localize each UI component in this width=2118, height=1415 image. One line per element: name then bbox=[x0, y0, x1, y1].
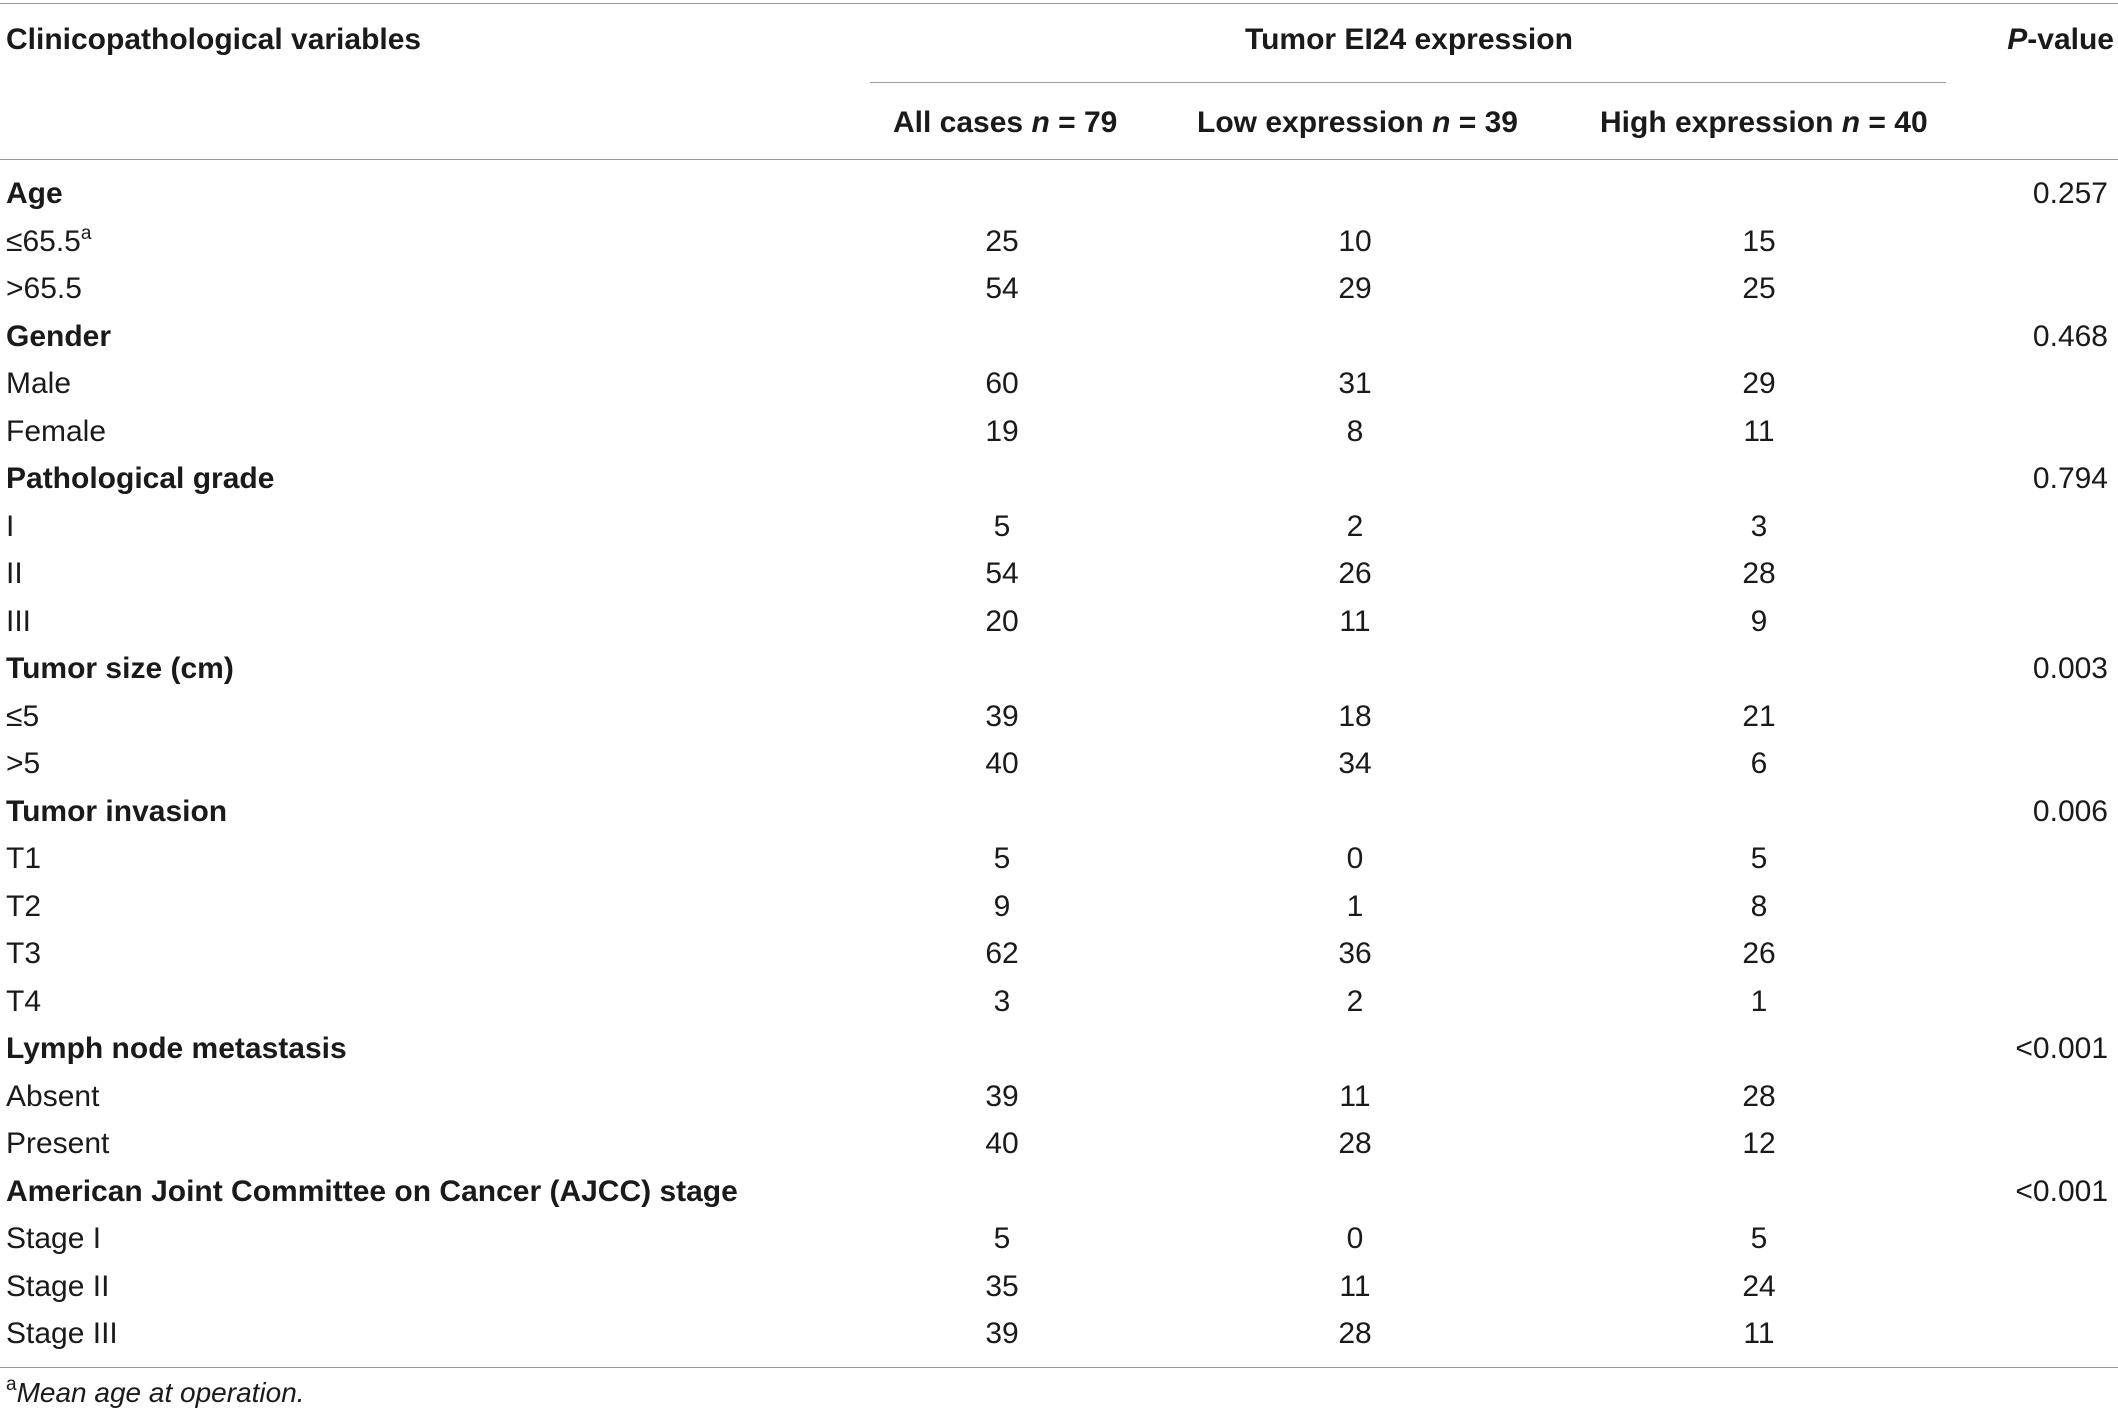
table-bottom-rule bbox=[0, 1367, 2118, 1368]
cell-high-expression: 26 bbox=[1742, 937, 1776, 970]
row-label-text: ≤5 bbox=[6, 699, 40, 733]
cell-low-expression: 28 bbox=[1338, 1127, 1372, 1160]
row-label-text: T1 bbox=[6, 842, 42, 875]
row-label bbox=[6, 408, 106, 456]
cell-high-expression: 25 bbox=[1742, 272, 1776, 305]
row-label-text: Lymph node metastasis bbox=[6, 1032, 347, 1065]
table-row bbox=[0, 265, 2118, 313]
cell-high-expression: 11 bbox=[1743, 1317, 1775, 1350]
cell-all-cases: 62 bbox=[985, 937, 1019, 970]
header-pvalue bbox=[2007, 20, 2114, 60]
cell-low-expression: 2 bbox=[1346, 984, 1364, 1018]
cell-all-cases: 40 bbox=[985, 1127, 1019, 1160]
cell-high-expression: 1 bbox=[1750, 984, 1768, 1018]
row-label-text: Gender bbox=[6, 319, 112, 353]
cell-low-expression: 0 bbox=[1346, 842, 1364, 875]
cell-high-expression: 5 bbox=[1750, 1222, 1768, 1255]
row-label bbox=[6, 1120, 109, 1168]
table-row bbox=[0, 1073, 2118, 1121]
cell-all-cases: 60 bbox=[985, 367, 1019, 400]
row-label-text: III bbox=[6, 604, 32, 638]
header-bottom-rule bbox=[0, 159, 2118, 160]
header-low-label: Low expression bbox=[1197, 106, 1424, 139]
cell-low-expression: 34 bbox=[1338, 747, 1372, 780]
cell-high-expression: 15 bbox=[1742, 224, 1776, 258]
cell-low-expression: 0 bbox=[1346, 1222, 1364, 1255]
cell-low-expression: 18 bbox=[1338, 699, 1372, 733]
row-label-text: I bbox=[6, 509, 15, 543]
section-label bbox=[6, 1168, 738, 1216]
cell-pvalue: 0.468 bbox=[2032, 319, 2108, 353]
cell-pvalue: <0.001 bbox=[2015, 1032, 2108, 1065]
section-row bbox=[0, 313, 2118, 361]
cell-low-expression: 29 bbox=[1338, 272, 1372, 305]
table-row bbox=[0, 598, 2118, 646]
row-label-text: >5 bbox=[6, 747, 41, 780]
footnote-marker: a bbox=[6, 1374, 17, 1395]
table-row bbox=[0, 835, 2118, 883]
row-label-text: II bbox=[6, 557, 23, 590]
cell-low-expression: 31 bbox=[1338, 367, 1372, 400]
row-label bbox=[6, 883, 41, 931]
row-label-text: Present bbox=[6, 1127, 110, 1160]
section-label bbox=[6, 788, 227, 836]
table-top-rule bbox=[0, 3, 2118, 4]
cell-all-cases: 5 bbox=[993, 1222, 1011, 1255]
section-row bbox=[0, 1025, 2118, 1073]
table-row bbox=[0, 930, 2118, 978]
cell-high-expression: 29 bbox=[1742, 367, 1776, 400]
row-label bbox=[6, 360, 71, 408]
cell-low-expression: 28 bbox=[1338, 1317, 1372, 1350]
row-label-text: Female bbox=[6, 414, 107, 448]
cell-all-cases: 39 bbox=[985, 699, 1019, 733]
header-group-underline bbox=[870, 82, 1946, 83]
section-label bbox=[6, 645, 234, 693]
row-label-text: T2 bbox=[6, 889, 42, 923]
row-label bbox=[6, 550, 23, 598]
header-low-expression bbox=[1197, 103, 1518, 143]
row-label bbox=[6, 503, 14, 551]
table-row bbox=[0, 1263, 2118, 1311]
cell-all-cases: 35 bbox=[985, 1269, 1019, 1303]
cell-pvalue: <0.001 bbox=[2015, 1174, 2108, 1208]
cell-all-cases: 25 bbox=[985, 224, 1019, 258]
header-all-cases bbox=[893, 103, 1117, 143]
row-label-text: Stage II bbox=[6, 1269, 110, 1303]
row-label-text: Absent bbox=[6, 1079, 100, 1113]
cell-high-expression: 3 bbox=[1750, 509, 1768, 543]
row-label bbox=[6, 1073, 99, 1121]
footnote-ref: a bbox=[80, 222, 92, 244]
row-label-text: Age bbox=[6, 177, 63, 210]
cell-low-expression: 11 bbox=[1339, 1269, 1371, 1303]
row-label-text: T3 bbox=[6, 937, 42, 970]
table-row bbox=[0, 978, 2118, 1026]
table-row bbox=[0, 550, 2118, 598]
section-row bbox=[0, 1168, 2118, 1216]
header-group-title: Tumor EI24 expression bbox=[1245, 23, 1573, 56]
cell-all-cases: 5 bbox=[993, 842, 1011, 875]
cell-all-cases: 5 bbox=[993, 509, 1011, 543]
footnote bbox=[6, 1375, 305, 1411]
cell-low-expression: 11 bbox=[1339, 1079, 1371, 1113]
cell-pvalue: 0.003 bbox=[2032, 652, 2108, 685]
row-label bbox=[6, 1310, 118, 1358]
row-label-text: T4 bbox=[6, 984, 42, 1018]
table-row bbox=[0, 1215, 2118, 1263]
cell-low-expression: 8 bbox=[1346, 414, 1364, 448]
row-label-text: Male bbox=[6, 367, 72, 400]
section-label bbox=[6, 1025, 347, 1073]
table-row bbox=[0, 1120, 2118, 1168]
row-label bbox=[6, 265, 82, 313]
row-label bbox=[6, 218, 91, 266]
section-label bbox=[6, 170, 63, 218]
header-low-n: n bbox=[1432, 106, 1451, 139]
row-label bbox=[6, 598, 31, 646]
cell-all-cases: 19 bbox=[985, 414, 1019, 448]
cell-low-expression: 11 bbox=[1339, 604, 1371, 638]
header-all-label: All cases bbox=[893, 106, 1024, 139]
cell-low-expression: 2 bbox=[1346, 509, 1364, 543]
cell-high-expression: 9 bbox=[1750, 604, 1768, 638]
table-row bbox=[0, 693, 2118, 741]
section-row bbox=[0, 788, 2118, 836]
header-variables: Clinicopathological variables bbox=[6, 23, 422, 56]
header-high-n: n bbox=[1841, 106, 1861, 139]
table-row bbox=[0, 503, 2118, 551]
table-row bbox=[0, 740, 2118, 788]
cell-high-expression: 28 bbox=[1742, 1079, 1776, 1113]
row-label bbox=[6, 1263, 109, 1311]
header-high-label: High expression bbox=[1600, 106, 1834, 139]
cell-all-cases: 54 bbox=[985, 557, 1019, 590]
cell-all-cases: 3 bbox=[993, 984, 1011, 1018]
header-high-expression bbox=[1600, 103, 1928, 143]
row-label bbox=[6, 740, 40, 788]
cell-low-expression: 26 bbox=[1338, 557, 1372, 590]
cell-pvalue: 0.257 bbox=[2032, 177, 2108, 210]
row-label-text: Pathological grade bbox=[6, 462, 275, 495]
table-row bbox=[0, 408, 2118, 456]
cell-all-cases: 9 bbox=[993, 889, 1011, 923]
cell-high-expression: 21 bbox=[1742, 699, 1776, 733]
section-row bbox=[0, 645, 2118, 693]
header-all-val: = 79 bbox=[1049, 106, 1118, 139]
cell-low-expression: 10 bbox=[1338, 224, 1372, 258]
section-row bbox=[0, 170, 2118, 218]
section-label bbox=[6, 455, 274, 503]
cell-high-expression: 24 bbox=[1742, 1269, 1776, 1303]
cell-all-cases: 20 bbox=[985, 604, 1019, 638]
row-label bbox=[6, 930, 41, 978]
header-all-n: n bbox=[1031, 106, 1050, 139]
cell-high-expression: 6 bbox=[1750, 747, 1768, 780]
cell-all-cases: 39 bbox=[985, 1079, 1019, 1113]
row-label bbox=[6, 1215, 101, 1263]
cell-high-expression: 5 bbox=[1750, 842, 1768, 875]
row-label-text: Stage I bbox=[6, 1222, 102, 1255]
header-pvalue-rest: -value bbox=[2027, 23, 2114, 56]
row-label bbox=[6, 693, 39, 741]
cell-pvalue: 0.006 bbox=[2032, 794, 2108, 828]
header-high-val: = 40 bbox=[1860, 106, 1928, 139]
cell-high-expression: 8 bbox=[1750, 889, 1768, 923]
header-low-val: = 39 bbox=[1450, 106, 1518, 139]
cell-pvalue: 0.794 bbox=[2032, 462, 2108, 495]
row-label-text: American Joint Committee on Cancer (AJCC) stage bbox=[6, 1174, 738, 1208]
row-label-text: Tumor size (cm) bbox=[6, 652, 234, 685]
cell-low-expression: 36 bbox=[1338, 937, 1372, 970]
section-row bbox=[0, 455, 2118, 503]
cell-low-expression: 1 bbox=[1346, 889, 1364, 923]
cell-all-cases: 54 bbox=[985, 272, 1019, 305]
cell-all-cases: 39 bbox=[985, 1317, 1019, 1350]
row-label-text: Tumor invasion bbox=[6, 794, 228, 828]
cell-high-expression: 28 bbox=[1742, 557, 1776, 590]
cell-high-expression: 12 bbox=[1742, 1127, 1776, 1160]
table-row bbox=[0, 1310, 2118, 1358]
table-row bbox=[0, 883, 2118, 931]
cell-high-expression: 11 bbox=[1743, 414, 1775, 448]
cell-all-cases: 40 bbox=[985, 747, 1019, 780]
header-pvalue-italic: P bbox=[2007, 23, 2028, 56]
row-label-text: Stage III bbox=[6, 1317, 118, 1350]
row-label-text: >65.5 bbox=[6, 272, 82, 305]
section-label bbox=[6, 313, 111, 361]
table-row bbox=[0, 360, 2118, 408]
footnote-text: Mean age at operation. bbox=[16, 1377, 305, 1408]
row-label bbox=[6, 835, 41, 883]
row-label-text: ≤65.5 bbox=[6, 224, 81, 258]
table-row bbox=[0, 218, 2118, 266]
row-label bbox=[6, 978, 41, 1026]
